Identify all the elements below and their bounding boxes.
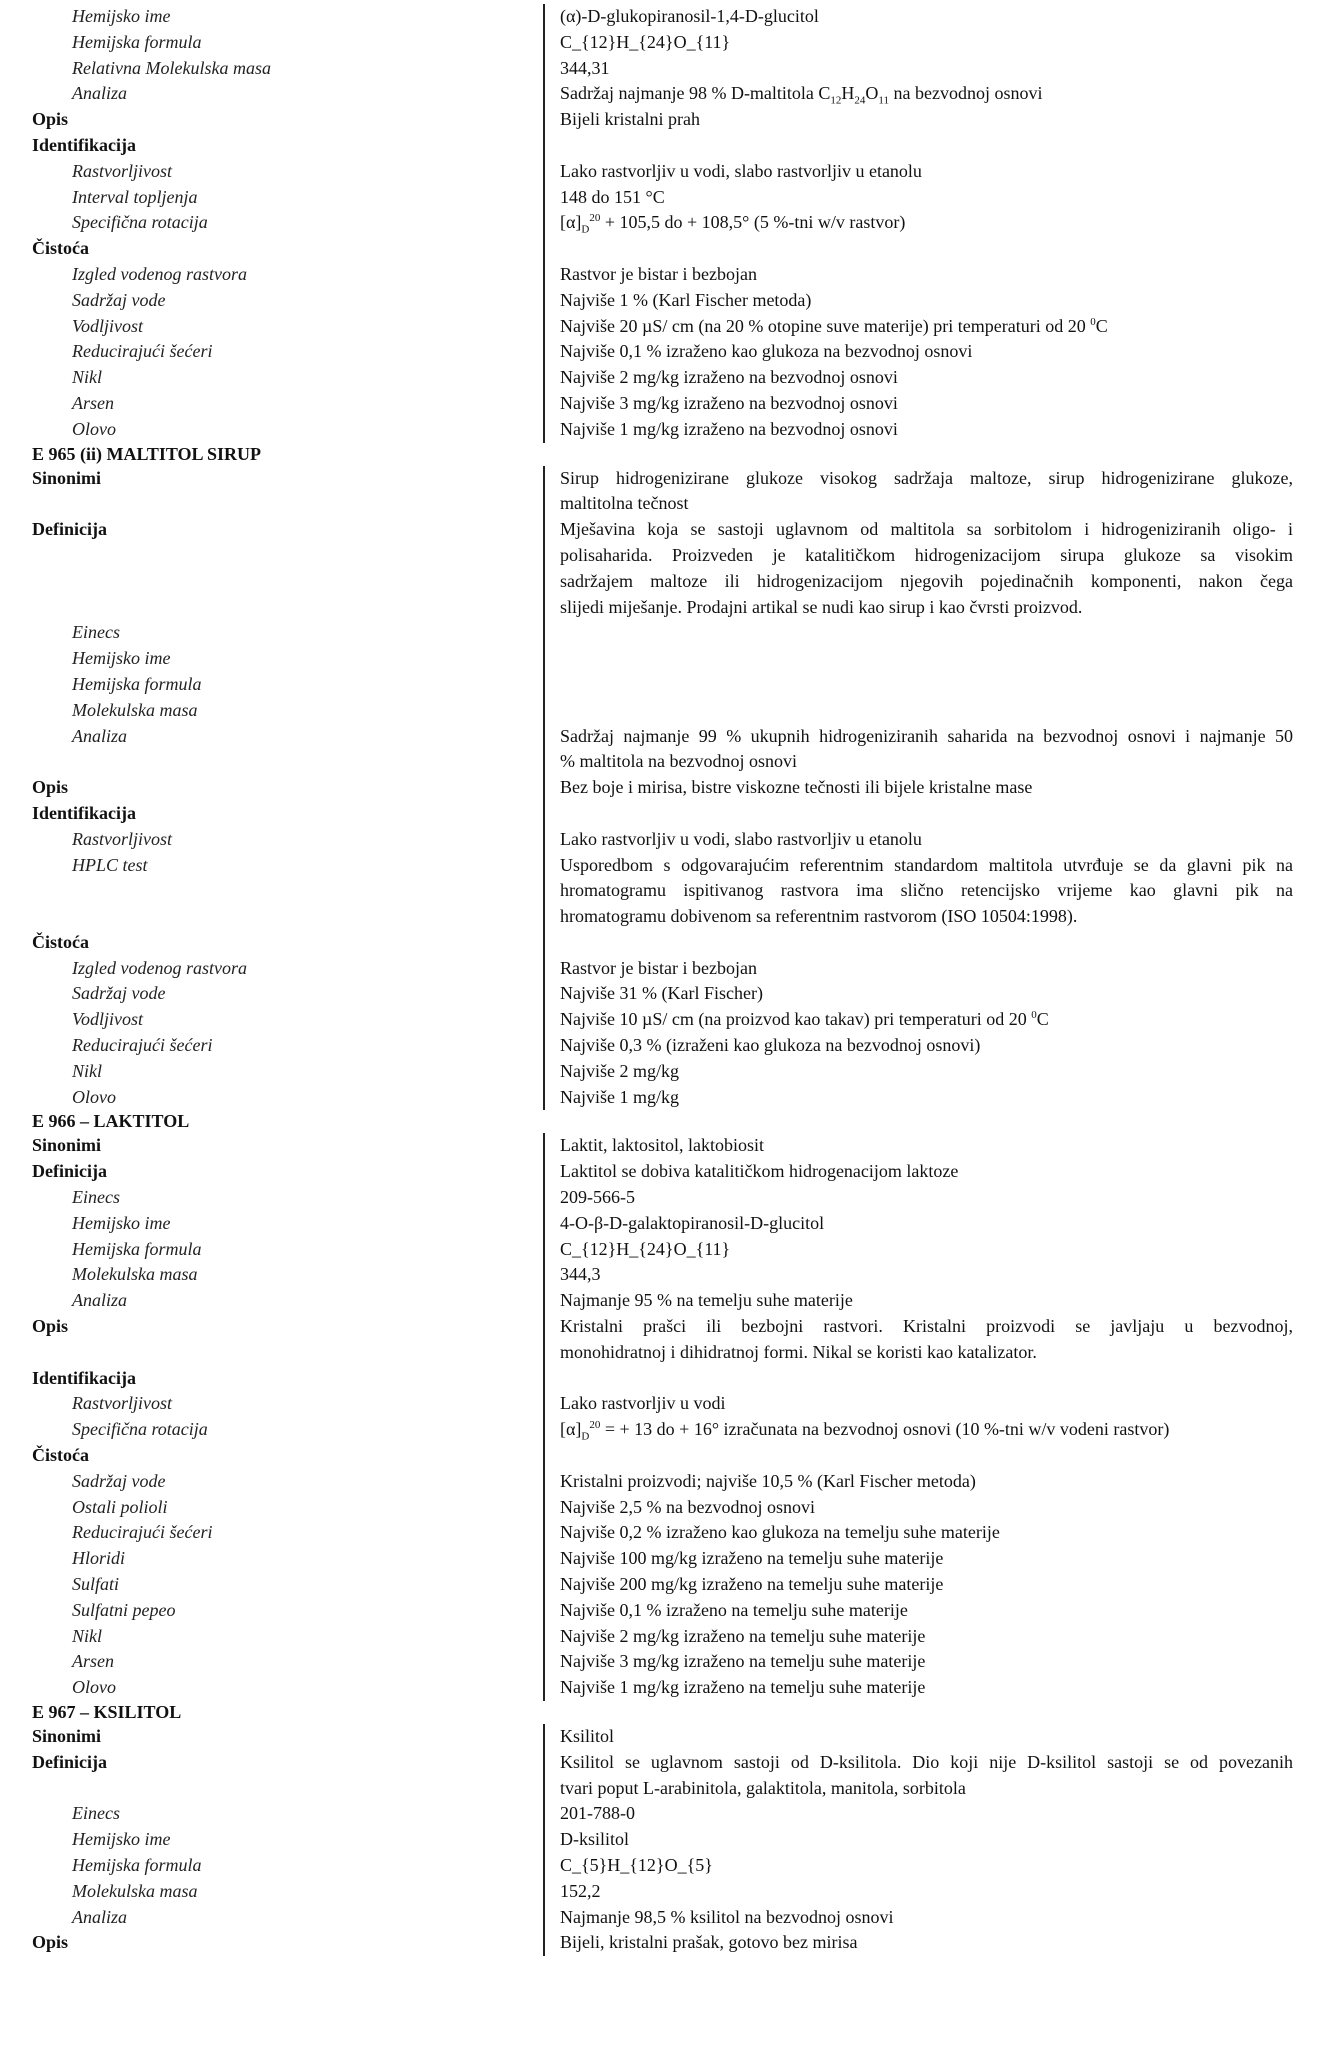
spec-value [543, 853, 1293, 930]
spec-row-analiza [0, 81, 1340, 107]
spec-row-olovo [0, 1675, 1340, 1701]
spec-value [543, 1624, 1293, 1650]
spec-value [543, 1750, 1293, 1802]
section-heading-text: E 965 (ii) MALTITOL SIRUP [32, 443, 262, 464]
spec-label: Čistoća [32, 238, 89, 259]
spec-value-line: polisaharida. Proizveden je katalitičkom hidrogenizacijom sirupa glukoze sa visokim [560, 544, 1293, 565]
spec-value-line: Najviše 1 % (Karl Fischer metoda) [560, 289, 812, 310]
spec-value [543, 107, 1293, 133]
spec-row-relativna-molekulska-masa [0, 56, 1340, 82]
spec-value [543, 1572, 1293, 1598]
spec-value-line [560, 930, 1293, 956]
spec-row-vodljivost [0, 1007, 1340, 1033]
spec-value [543, 1930, 1293, 1956]
spec-value [543, 1159, 1293, 1185]
spec-row-sadrzaj-vode [0, 1469, 1340, 1495]
spec-label: Sadržaj vode [72, 289, 166, 310]
spec-value [543, 133, 1293, 159]
spec-value [543, 1443, 1293, 1469]
spec-label: Rastvorljivost [72, 1393, 172, 1414]
spec-row-reducirajuci-seceri [0, 339, 1340, 365]
spec-row-cistoca [0, 1443, 1340, 1469]
spec-row-identifikacija [0, 133, 1340, 159]
spec-label: Čistoća [32, 931, 89, 952]
spec-label: Nikl [72, 1625, 102, 1646]
spec-value [543, 981, 1293, 1007]
spec-value [543, 1649, 1293, 1675]
spec-row-molekulska-masa [0, 698, 1340, 724]
spec-row-hemijska-formula [0, 1237, 1340, 1263]
spec-label: Sinonimi [32, 1726, 102, 1746]
spec-value-line: Najviše 3 mg/kg izraženo na temelju suhe materije [560, 1651, 926, 1672]
spec-row-sinonimi [0, 1133, 1340, 1159]
spec-label: Sadržaj vode [72, 1470, 166, 1491]
spec-value [543, 1905, 1293, 1931]
spec-value-line: Laktit, laktositol, laktobiosit [560, 1135, 764, 1156]
spec-row-hloridi [0, 1546, 1340, 1572]
spec-value-line: Najviše 20 µS/ cm (na 20 % otopine suve materije) pri temperaturi od 20 $^0$C [560, 315, 1108, 336]
spec-value [543, 1366, 1293, 1392]
spec-label: Sinonimi [32, 1135, 102, 1156]
spec-label: Reducirajući šećeri [72, 1522, 213, 1543]
spec-value-line: Bijeli, kristalni prašak, gotovo bez mirisa [560, 1932, 858, 1953]
spec-label: Definicija [32, 1751, 107, 1772]
spec-value [543, 1133, 1293, 1159]
spec-row-sadrzaj-vode [0, 288, 1340, 314]
spec-value [543, 1724, 1293, 1750]
spec-row-hemijska-formula [0, 1853, 1340, 1879]
spec-value-line: 201-788-0 [560, 1803, 635, 1824]
spec-value [543, 956, 1293, 982]
spec-value [543, 1520, 1293, 1546]
spec-value-line: Najviše 2 mg/kg izraženo na bezvodnoj osnovi [560, 367, 898, 388]
spec-value [543, 1314, 1293, 1366]
spec-label: Analiza [72, 83, 128, 104]
spec-value-line: Najviše 0,1 % izraženo kao glukoza na bezvodnoj osnovi [560, 341, 973, 362]
spec-label: Reducirajući šećeri [72, 1035, 213, 1056]
spec-value [543, 81, 1293, 107]
spec-row-specificna-rotacija [0, 1417, 1340, 1443]
spec-row-specificna-rotacija [0, 210, 1340, 236]
spec-value [543, 1085, 1293, 1111]
spec-value-line: Lako rastvorljiv u vodi, slabo rastvorljiv u etanolu [560, 160, 922, 181]
spec-label: Molekulska masa [72, 699, 198, 720]
spec-label: Hemijsko ime [72, 6, 171, 26]
spec-value-line [560, 646, 1293, 672]
spec-label: Opis [32, 1932, 69, 1953]
spec-value-line: (α)-D-glukopiranosil-1,4-D-glucitol [560, 6, 819, 26]
spec-label: Analiza [72, 1290, 128, 1311]
spec-value-line: 209-566-5 [560, 1187, 635, 1208]
spec-row-hemijsko-ime [0, 646, 1340, 672]
spec-value-line: hromatogramu ispitivanog rastvora ima slično retencijsko vrijeme kao glavni pik na [560, 880, 1293, 901]
spec-value-line: Najviše 0,3 % (izraženi kao glukoza na bezvodnoj osnovi) [560, 1035, 981, 1056]
spec-value [543, 620, 1293, 646]
spec-label: Specifična rotacija [72, 1419, 208, 1440]
spec-value-line: Lako rastvorljiv u vodi [560, 1393, 726, 1414]
spec-label: Opis [32, 109, 69, 130]
spec-value [543, 698, 1293, 724]
spec-label: Izgled vodenog rastvora [72, 957, 247, 978]
spec-label: Interval topljenja [72, 186, 198, 207]
spec-row-sulfati [0, 1572, 1340, 1598]
spec-value-line [560, 698, 1293, 724]
spec-label: Identifikacija [32, 134, 137, 155]
spec-label: Hemijsko ime [72, 648, 171, 669]
spec-value [543, 517, 1293, 620]
spec-row-cistoca [0, 236, 1340, 262]
spec-row-reducirajuci-seceri [0, 1520, 1340, 1546]
spec-value-line: Rastvor je bistar i bezbojan [560, 263, 757, 284]
spec-row-molekulska-masa [0, 1879, 1340, 1905]
spec-value [543, 1801, 1293, 1827]
spec-label: Izgled vodenog rastvora [72, 263, 247, 284]
spec-row-olovo [0, 1085, 1340, 1111]
spec-label: Reducirajući šećeri [72, 341, 213, 362]
spec-label: Hemijska formula [72, 1854, 202, 1875]
spec-row-reducirajuci-seceri [0, 1033, 1340, 1059]
section-heading [0, 443, 1340, 466]
spec-value [543, 185, 1293, 211]
spec-value-line [560, 133, 1293, 159]
spec-row-opis [0, 107, 1340, 133]
spec-row-hemijska-formula [0, 30, 1340, 56]
spec-value [543, 56, 1293, 82]
spec-label: Arsen [72, 392, 114, 413]
spec-label: Hemijska formula [72, 1238, 202, 1259]
spec-label: Hemijska formula [72, 31, 202, 52]
spec-value-line: Najviše 0,1 % izraženo na temelju suhe materije [560, 1599, 908, 1620]
spec-value-line: Najviše 2,5 % na bezvodnoj osnovi [560, 1496, 815, 1517]
spec-value [543, 1059, 1293, 1085]
spec-value [543, 1469, 1293, 1495]
spec-label: Hemijsko ime [72, 1829, 171, 1850]
spec-row-arsen [0, 1649, 1340, 1675]
spec-value [543, 4, 1293, 30]
spec-value-line: Najviše 200 mg/kg izraženo na temelju suhe materije [560, 1574, 944, 1595]
spec-row-identifikacija [0, 1366, 1340, 1392]
spec-label: Molekulska masa [72, 1880, 198, 1901]
spec-value [543, 1827, 1293, 1853]
spec-value-line: Mješavina koja se sastoji uglavnom od maltitola sa sorbitolom i hidrogeniziranih oligo- i [560, 519, 1293, 540]
spec-label: Vodljivost [72, 1009, 143, 1030]
section-heading [0, 1110, 1340, 1133]
spec-value [543, 466, 1293, 518]
spec-row-definicija [0, 517, 1340, 620]
spec-value [543, 365, 1293, 391]
spec-value-line: Kristalni prašci ili bezbojni rastvori. Kristalni proizvodi se javljaju u bezvodnoj, [560, 1316, 1293, 1337]
spec-label: Einecs [72, 622, 120, 643]
spec-label: Arsen [72, 1651, 114, 1672]
spec-label: Hemijsko ime [72, 1212, 171, 1233]
spec-value [543, 1007, 1293, 1033]
spec-value [543, 314, 1293, 340]
spec-value-line [560, 801, 1293, 827]
spec-value-line: Najviše 3 mg/kg izraženo na bezvodnoj osnovi [560, 392, 898, 413]
spec-row-opis [0, 1314, 1340, 1366]
spec-value [543, 724, 1293, 776]
spec-value-line: 4-O-β-D-galaktopiranosil-D-glucitol [560, 1212, 825, 1233]
spec-row-identifikacija [0, 801, 1340, 827]
spec-value-line: Sadržaj najmanje 98 % D-maltitola $C_{12}H_{24}O_{11}$ na bezvodnoj osnovi [560, 83, 1043, 107]
spec-label: Nikl [72, 367, 102, 388]
spec-label: Rastvorljivost [72, 828, 172, 849]
spec-value-line: 148 do 151 °C [560, 186, 665, 207]
spec-value [543, 1495, 1293, 1521]
spec-value [543, 1033, 1293, 1059]
spec-row-rastvorljivost [0, 1391, 1340, 1417]
spec-label: HPLC test [72, 854, 148, 875]
spec-value [543, 672, 1293, 698]
spec-value [543, 646, 1293, 672]
spec-value [543, 827, 1293, 853]
spec-label: Olovo [72, 418, 116, 439]
spec-label: Olovo [72, 1086, 116, 1107]
spec-row-analiza [0, 1905, 1340, 1931]
spec-value [543, 210, 1293, 236]
spec-value [543, 262, 1293, 288]
spec-value-line: Najviše 10 µS/ cm (na proizvod kao takav) pri temperaturi od 20 $^0$C [560, 1009, 1049, 1030]
chemical-formula: C_{12}H_{24}O_{11} [560, 1238, 731, 1259]
spec-row-rastvorljivost [0, 827, 1340, 853]
spec-value-line [560, 1443, 1293, 1469]
spec-label: Analiza [72, 725, 128, 746]
spec-value-line: 152,2 [560, 1880, 601, 1901]
spec-row-nikl [0, 1059, 1340, 1085]
spec-value-line: Najviše 31 % (Karl Fischer) [560, 983, 763, 1004]
spec-row-definicija [0, 1750, 1340, 1802]
spec-row-arsen [0, 391, 1340, 417]
spec-label: Analiza [72, 1906, 128, 1927]
spec-value [543, 288, 1293, 314]
spec-label: Definicija [32, 519, 107, 540]
spec-value [543, 801, 1293, 827]
spec-value-line: Najviše 1 mg/kg izraženo na temelju suhe materije [560, 1677, 926, 1698]
spec-value [543, 775, 1293, 801]
spec-value [543, 1598, 1293, 1624]
spec-value-line: Laktitol se dobiva katalitičkom hidrogenacijom laktoze [560, 1161, 959, 1182]
spec-row-olovo [0, 417, 1340, 443]
spec-label: Olovo [72, 1677, 116, 1698]
spec-value-line: % maltitola na bezvodnoj osnovi [560, 751, 797, 772]
spec-value-line: Sadržaj najmanje 99 % ukupnih hidrogeniziranih saharida na bezvodnoj osnovi i najmanje 50 [560, 725, 1293, 746]
spec-value-line: Lako rastvorljiv u vodi, slabo rastvorljiv u etanolu [560, 828, 922, 849]
spec-row-opis [0, 1930, 1340, 1956]
spec-value-line: 344,31 [560, 57, 610, 78]
spec-value [543, 1288, 1293, 1314]
spec-label: Identifikacija [32, 802, 137, 823]
spec-value-line: $[\alpha]_D^{20}$ = + 13 do + 16° izračunata na bezvodnoj osnovi (10 %-tni w/v vodeni rastvor) [560, 1419, 1170, 1443]
spec-value-line: D-ksilitol [560, 1829, 630, 1850]
spec-value-line: monohidratnoj i dihidratnoj formi. Nikal se koristi kao katalizator. [560, 1341, 1037, 1362]
spec-row-sadrzaj-vode [0, 981, 1340, 1007]
spec-value-line: sadržajem maltoze ili hidrogenizacijom njegovih pojedinačnih komponenti, nakon čega [560, 570, 1293, 591]
spec-value-line: maltitolna tečnost [560, 493, 689, 514]
spec-label: Ostali polioli [72, 1496, 168, 1517]
spec-row-molekulska-masa [0, 1262, 1340, 1288]
spec-value-line: Najviše 1 mg/kg izraženo na bezvodnoj osnovi [560, 418, 898, 439]
spec-label: Sulfatni pepeo [72, 1599, 176, 1620]
spec-value [543, 159, 1293, 185]
spec-label: Sulfati [72, 1574, 120, 1595]
spec-value-line: Bez boje i mirisa, bistre viskozne tečnosti ili bijele kristalne mase [560, 777, 1033, 798]
spec-value [543, 1675, 1293, 1701]
spec-value [543, 930, 1293, 956]
spec-row-opis [0, 775, 1340, 801]
spec-row-izgled-vodenog-rastvora [0, 262, 1340, 288]
spec-label: Sinonimi [32, 467, 102, 488]
spec-value [543, 1853, 1293, 1879]
spec-value-line: $[\alpha]_D^{20} + 105,5$ do + 108,5° (5 %-tni w/v rastvor) [560, 212, 906, 236]
spec-label: Čistoća [32, 1445, 89, 1466]
spec-row-hplc-test [0, 853, 1340, 930]
spec-row-interval-topljenja [0, 185, 1340, 211]
spec-row-hemijsko-ime [0, 1211, 1340, 1237]
spec-value-line: Najviše 2 mg/kg izraženo na temelju suhe materije [560, 1625, 926, 1646]
spec-value [543, 417, 1293, 443]
spec-value-line: 344,3 [560, 1264, 601, 1285]
spec-value-line: Ksilitol [560, 1726, 615, 1746]
spec-label: Definicija [32, 1161, 107, 1182]
spec-row-cistoca [0, 930, 1340, 956]
spec-value [543, 236, 1293, 262]
spec-row-vodljivost [0, 314, 1340, 340]
spec-label: Identifikacija [32, 1367, 137, 1388]
spec-value [543, 1211, 1293, 1237]
spec-row-sulfatni-pepeo [0, 1598, 1340, 1624]
spec-row-ostali-polioli [0, 1495, 1340, 1521]
spec-value-line: slijedi miješanje. Prodajni artikal se nudi kao sirup i kao čvrsti proizvod. [560, 596, 1083, 617]
section-heading [0, 1701, 1340, 1724]
spec-value [543, 1185, 1293, 1211]
spec-value-line: Najviše 1 mg/kg [560, 1086, 679, 1107]
spec-value-line: Najmanje 95 % na temelju suhe materije [560, 1290, 853, 1311]
spec-value-line [560, 672, 1293, 698]
spec-label: Hloridi [72, 1548, 126, 1569]
spec-row-nikl [0, 365, 1340, 391]
spec-row-einecs [0, 1185, 1340, 1211]
spec-value [543, 1417, 1293, 1443]
spec-value-line: Ksilitol se uglavnom sastoji od D-ksilitola. Dio koji nije D-ksilitol sastoji se od povezanih [560, 1751, 1293, 1772]
spec-row-analiza [0, 724, 1340, 776]
spec-label: Specifična rotacija [72, 212, 208, 233]
spec-value-line: Kristalni proizvodi; najviše 10,5 % (Karl Fischer metoda) [560, 1470, 976, 1491]
spec-value [543, 339, 1293, 365]
section-heading-text: E 967 – KSILITOL [32, 1702, 182, 1722]
spec-value-line: Sirup hidrogenizirane glukoze visokog sadržaja maltoze, sirup hidrogenizirane glukoze, [560, 467, 1293, 488]
chemical-formula: C_{12}H_{24}O_{11} [560, 31, 731, 52]
spec-row-sinonimi [0, 1724, 1340, 1750]
specification-document [0, 4, 1340, 1956]
spec-value-line: Najviše 2 mg/kg [560, 1060, 679, 1081]
spec-row-hemijska-formula [0, 672, 1340, 698]
spec-value-line: Rastvor je bistar i bezbojan [560, 957, 757, 978]
spec-row-einecs [0, 1801, 1340, 1827]
spec-label: Rastvorljivost [72, 160, 172, 181]
spec-value [543, 1262, 1293, 1288]
spec-label: Hemijska formula [72, 673, 202, 694]
spec-label: Vodljivost [72, 315, 143, 336]
spec-value-line: Najviše 100 mg/kg izraženo na temelju suhe materije [560, 1548, 944, 1569]
spec-label: Sadržaj vode [72, 983, 166, 1004]
spec-value [543, 1391, 1293, 1417]
spec-label: Molekulska masa [72, 1264, 198, 1285]
spec-value-line: Najmanje 98,5 % ksilitol na bezvodnoj osnovi [560, 1906, 894, 1927]
spec-label: Nikl [72, 1060, 102, 1081]
section-heading-text: E 966 – LAKTITOL [32, 1111, 190, 1132]
spec-row-hemijsko-ime [0, 1827, 1340, 1853]
spec-row-sinonimi [0, 466, 1340, 518]
spec-label: Einecs [72, 1187, 120, 1208]
spec-label: Einecs [72, 1803, 120, 1824]
spec-row-einecs [0, 620, 1340, 646]
spec-row-analiza [0, 1288, 1340, 1314]
spec-value [543, 391, 1293, 417]
spec-value-line: Najviše 0,2 % izraženo kao glukoza na temelju suhe materije [560, 1522, 1000, 1543]
spec-value-line [560, 236, 1293, 262]
spec-row-izgled-vodenog-rastvora [0, 956, 1340, 982]
spec-value [543, 30, 1293, 56]
spec-label: Relativna Molekulska masa [72, 57, 271, 78]
spec-label: Opis [32, 1316, 69, 1337]
spec-value [543, 1237, 1293, 1263]
spec-row-rastvorljivost [0, 159, 1340, 185]
spec-row-hemijsko-ime [0, 4, 1340, 30]
spec-label: Opis [32, 777, 69, 798]
spec-value [543, 1879, 1293, 1905]
spec-value [543, 1546, 1293, 1572]
spec-value-line [560, 1366, 1293, 1392]
spec-row-definicija [0, 1159, 1340, 1185]
spec-value-line: hromatogramu dobivenom sa referentnim rastvorom (ISO 10504:1998). [560, 906, 1078, 927]
spec-row-nikl [0, 1624, 1340, 1650]
spec-value-line: Bijeli kristalni prah [560, 109, 700, 130]
chemical-formula: C_{5}H_{12}O_{5} [560, 1854, 713, 1875]
spec-value-line [560, 620, 1293, 646]
spec-value-line: tvari poput L-arabinitola, galaktitola, manitola, sorbitola [560, 1777, 966, 1798]
spec-value-line: Usporedbom s odgovarajućim referentnim standardom maltitola utvrđuje se da glavni pik na [560, 854, 1293, 875]
